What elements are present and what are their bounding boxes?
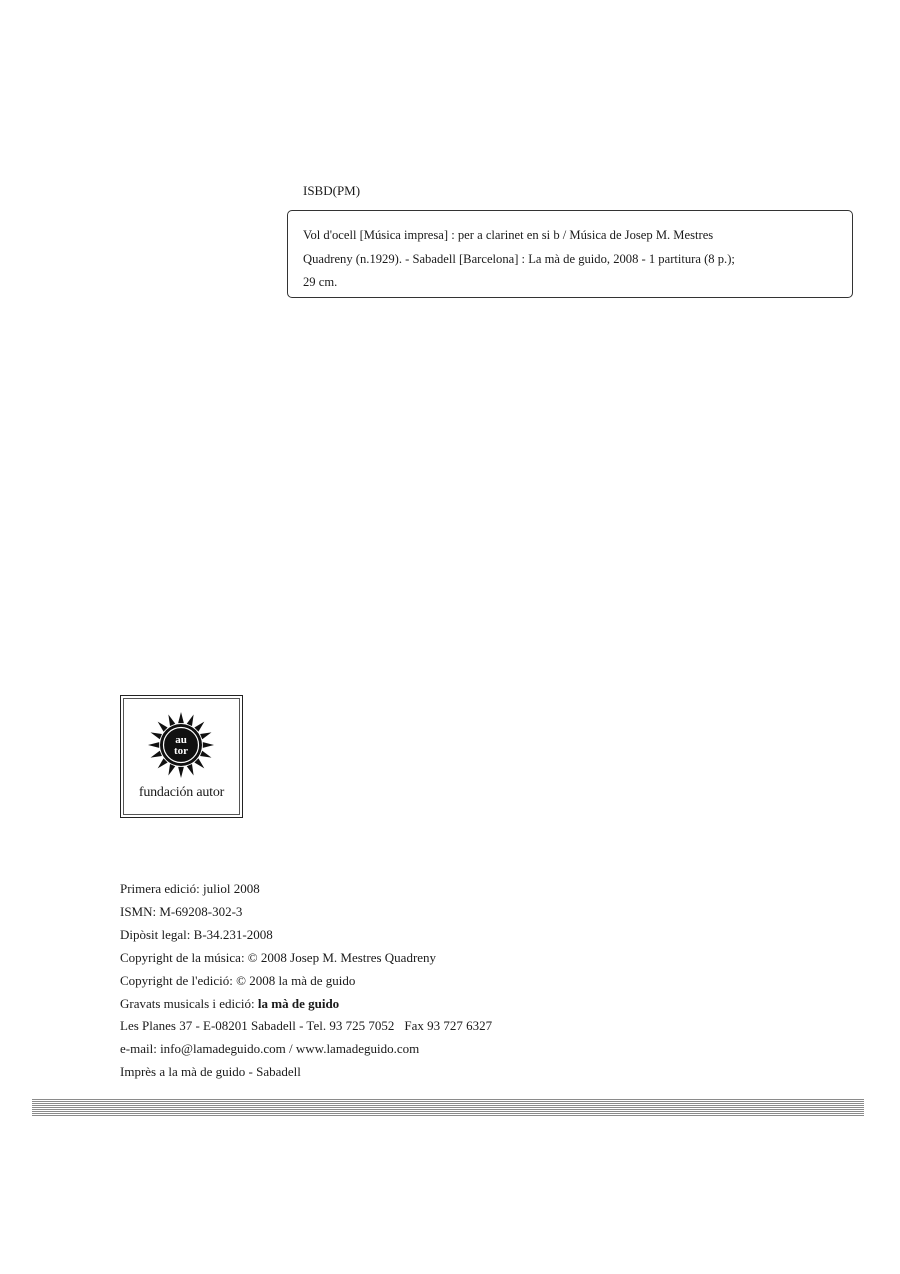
catalog-record-line: 29 cm. <box>303 275 338 289</box>
legal-deposit: Dipòsit legal: B-34.231-2008 <box>120 926 273 942</box>
sun-ray <box>178 712 184 723</box>
sun-ray <box>178 767 184 778</box>
catalog-label: ISBD(PM) <box>303 183 361 198</box>
catalog-record-line: Vol d'ocell [Música impresa] : per a clarinet en si b / Música de Josep M. Mestres <box>303 228 714 242</box>
catalog-record-box <box>287 210 853 298</box>
sun-ray <box>194 722 204 732</box>
sun-ray <box>187 715 194 726</box>
sun-ray <box>158 758 168 768</box>
sun-ray <box>158 722 168 732</box>
printed-by: Imprès a la mà de guido - Sabadell <box>120 1064 301 1080</box>
fundacion-autor-logo <box>120 695 243 818</box>
copyright-music: Copyright de la música: © 2008 Josep M. Mestres Quadreny <box>120 949 437 965</box>
sun-ray <box>168 715 175 726</box>
decorative-rule <box>32 1099 864 1116</box>
fax: Fax 93 727 6327 <box>404 1018 493 1034</box>
copyright-edition: Copyright de l'edició: © 2008 la mà de guido <box>120 972 356 988</box>
engraving-prefix: Gravats musicals i edició: <box>120 995 255 1011</box>
sun-ray <box>200 732 211 739</box>
imprint-block <box>120 878 492 1084</box>
svg-text:au: au <box>175 734 187 746</box>
publisher-name: la mà de guido <box>257 995 340 1011</box>
first-edition: Primera edició: juliol 2008 <box>120 881 260 896</box>
address: Les Planes 37 - E-08201 Sabadell - Tel. 93 725 7052 <box>120 1018 395 1034</box>
sun-ray <box>168 764 175 775</box>
contact: e-mail: info@lamadeguido.com / www.lamadeguido.com <box>120 1041 420 1057</box>
sun-logo-icon <box>146 710 216 780</box>
sun-ray <box>203 742 214 748</box>
sun-ray <box>187 764 194 775</box>
sun-ray <box>151 732 162 739</box>
sun-ray <box>151 751 162 758</box>
logo-caption: fundación autor <box>138 785 225 800</box>
svg-text:tor: tor <box>173 745 189 757</box>
ismn: ISMN: M-69208-302-3 <box>120 903 243 919</box>
catalog-record-line: Quadreny (n.1929). - Sabadell [Barcelona] : La mà de guido, 2008 - 1 partitura (8 p.); <box>303 251 735 266</box>
sun-ray <box>200 751 211 758</box>
sun-ray <box>194 758 204 768</box>
address-line <box>120 1015 492 1038</box>
engraving-line <box>120 993 492 1016</box>
sun-ray <box>148 742 159 748</box>
